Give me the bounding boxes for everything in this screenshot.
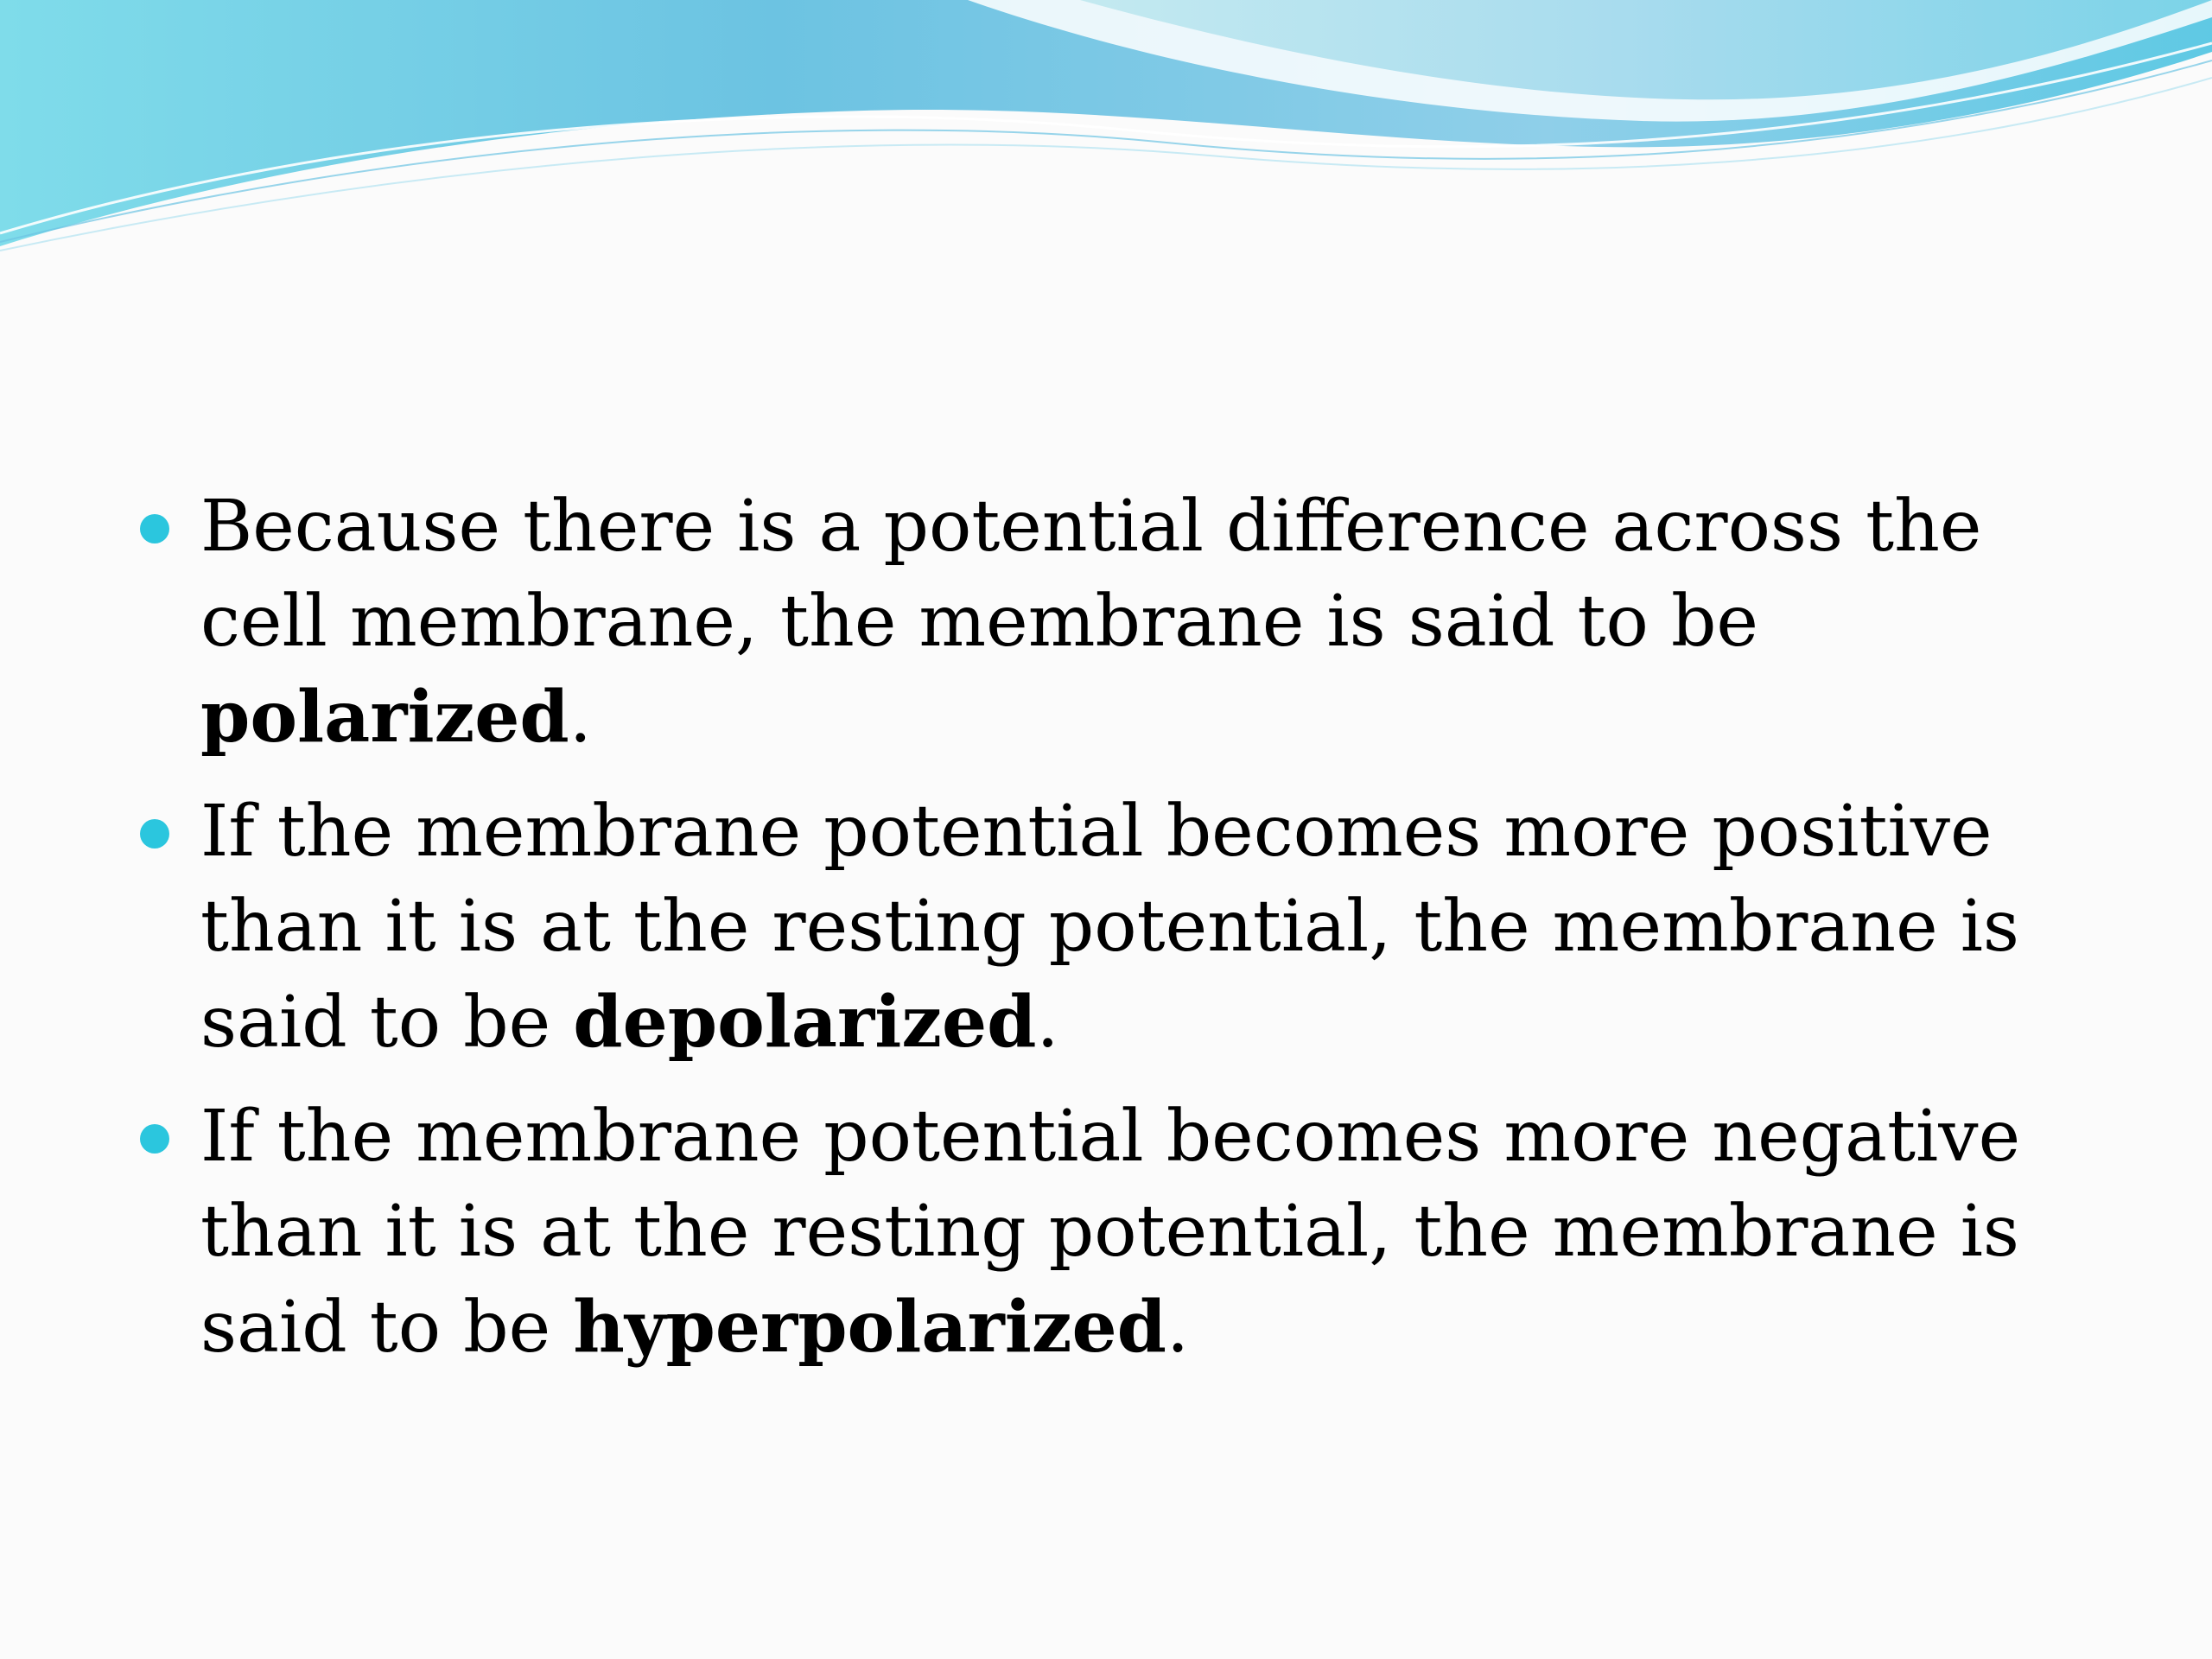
bullet-text: Because there is a potential difference across the cell membrane, the membrane is said to be polarized. bbox=[200, 486, 1982, 759]
bullet-text: If the membrane potential becomes more negative than it is at the resting potential, the membrane is said to be hyperpolarized. bbox=[200, 1096, 2021, 1369]
bold-term: hyperpolarized bbox=[573, 1286, 1166, 1369]
bullet-item bbox=[138, 1090, 2126, 1376]
bullet-text: If the membrane potential becomes more positive than it is at the resting potential, the membrane is said to be depolarized. bbox=[200, 791, 2020, 1064]
bullet-dot-icon bbox=[140, 819, 169, 849]
bullet-dot-icon bbox=[140, 1124, 169, 1154]
bullet-item bbox=[138, 785, 2126, 1071]
bold-term: depolarized bbox=[573, 981, 1037, 1064]
bullet-item bbox=[138, 480, 2126, 766]
wave-header-decoration bbox=[0, 0, 2212, 259]
bullet-list bbox=[138, 480, 2126, 1395]
bold-term: polarized bbox=[200, 676, 569, 759]
bullet-dot-icon bbox=[140, 514, 169, 543]
